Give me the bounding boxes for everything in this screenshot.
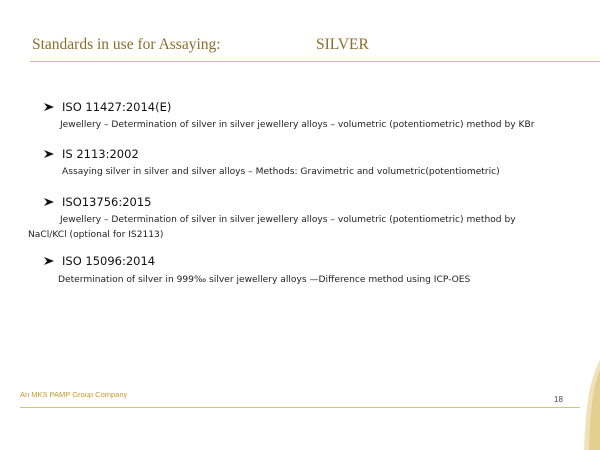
standard-description: Assaying silver in silver and silver alloys – Methods: Gravimetric and volumetric(potentiometric)	[62, 167, 500, 177]
footer-divider	[20, 407, 580, 408]
standard-description: Jewellery – Determination of silver in silver jewellery alloys – volumetric (potentiometric) method by KBr	[60, 120, 535, 130]
standard-description-continued: NaCl/KCl (optional for IS2113)	[28, 230, 164, 240]
arrow-bullet-icon	[44, 256, 54, 266]
arrow-bullet-icon	[44, 149, 54, 159]
standard-code: IS 2113:2002	[62, 147, 139, 161]
page-number: 18	[554, 395, 563, 404]
standard-description: Jewellery – Determination of silver in silver jewellery alloys – volumetric (potentiometric) method by	[60, 215, 516, 225]
standard-code: ISO 15096:2014	[62, 254, 156, 268]
standard-description: Determination of silver in 999‰ silver jewellery alloys —Difference method using ICP-OES	[58, 275, 471, 285]
corner-decoration	[560, 360, 600, 450]
standard-item	[28, 194, 574, 242]
slide-title: Standards in use for Assaying:	[32, 36, 221, 53]
arrow-bullet-icon	[44, 197, 54, 207]
standard-item	[44, 99, 574, 132]
standard-code: ISO13756:2015	[62, 195, 152, 209]
footer-company: An MKS PAMP Group Company	[20, 390, 128, 399]
header-divider	[30, 61, 600, 62]
standard-item	[44, 253, 574, 287]
slide-subject: SILVER	[316, 36, 369, 53]
standard-item	[44, 146, 574, 179]
arrow-bullet-icon	[44, 102, 54, 112]
standard-code: ISO 11427:2014(E)	[62, 100, 172, 114]
